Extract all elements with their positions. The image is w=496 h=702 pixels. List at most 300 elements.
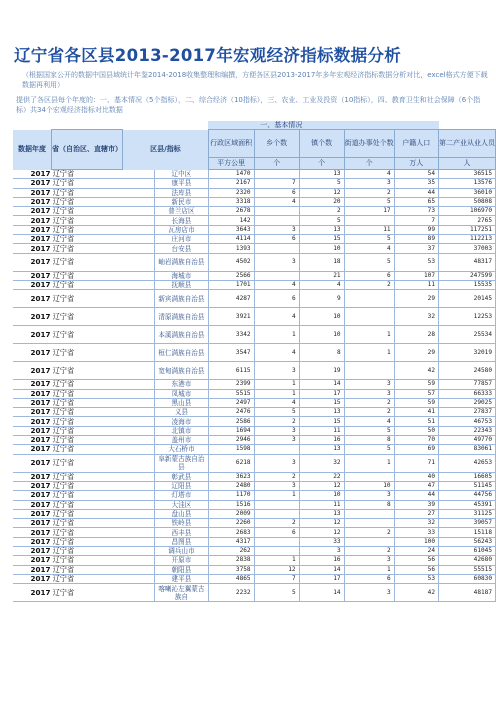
cell-households: 42: [394, 362, 438, 380]
cell-subdistricts: 8: [344, 436, 394, 445]
cell-subdistricts: 2: [344, 547, 394, 556]
cell-province: 辽宁省: [52, 445, 123, 454]
cell-towns: 10: [299, 491, 344, 500]
cell-secondary: 49770: [439, 436, 496, 445]
cell-province: 辽宁省: [52, 326, 123, 344]
cell-secondary: 15535: [439, 280, 496, 289]
cell-spacer: [123, 308, 155, 326]
cell-spacer: [123, 253, 155, 271]
cell-county: 桓仁满族自治县: [155, 344, 209, 362]
cell-county: 调兵山市: [155, 547, 209, 556]
header-area: 行政区域面积: [208, 130, 254, 158]
cell-county: 盘山县: [155, 509, 209, 518]
table-row: [13, 472, 496, 481]
cell-secondary: 29025: [439, 398, 496, 407]
cell-subdistricts: 2: [344, 408, 394, 417]
cell-households: 51: [394, 417, 438, 426]
table-row: [13, 547, 496, 556]
cell-secondary: 42680: [439, 556, 496, 565]
cell-households: 7: [394, 216, 438, 225]
cell-spacer: [123, 380, 155, 389]
cell-households: 99: [394, 225, 438, 234]
table-row: [13, 491, 496, 500]
cell-townships: [254, 500, 299, 509]
cell-area: 2497: [208, 398, 254, 407]
cell-spacer: [123, 445, 155, 454]
cell-towns: 10: [299, 244, 344, 253]
cell-spacer: [123, 436, 155, 445]
group-header-row: [13, 121, 496, 130]
cell-households: 24: [394, 547, 438, 556]
cell-secondary: 36010: [439, 188, 496, 197]
cell-year: 2017: [13, 380, 52, 389]
cell-secondary: 2765: [439, 216, 496, 225]
cell-subdistricts: 6: [344, 574, 394, 583]
cell-year: 2017: [13, 584, 52, 602]
cell-spacer: [123, 547, 155, 556]
cell-year: 2017: [13, 280, 52, 289]
table-row: [13, 179, 496, 188]
cell-households: 56: [394, 556, 438, 565]
cell-spacer: [123, 398, 155, 407]
cell-households: 89: [394, 235, 438, 244]
cell-year: 2017: [13, 537, 52, 546]
cell-county: 大洼区: [155, 500, 209, 509]
table-row: [13, 253, 496, 271]
table-row: [13, 398, 496, 407]
cell-towns: 20: [299, 197, 344, 206]
cell-towns: 3: [299, 547, 344, 556]
unit-towns: 个: [299, 158, 344, 170]
cell-year: 2017: [13, 235, 52, 244]
cell-townships: [254, 244, 299, 253]
cell-spacer: [123, 500, 155, 509]
cell-area: 5515: [208, 389, 254, 398]
table-row: [13, 584, 496, 602]
cell-townships: 4: [254, 308, 299, 326]
cell-secondary: 66333: [439, 389, 496, 398]
cell-subdistricts: 2: [344, 528, 394, 537]
table-row: [13, 481, 496, 490]
cell-spacer: [123, 235, 155, 244]
cell-subdistricts: 8: [344, 500, 394, 509]
cell-province: 辽宁省: [52, 574, 123, 583]
cell-area: 1516: [208, 500, 254, 509]
table-row: [13, 197, 496, 206]
cell-area: 2476: [208, 408, 254, 417]
cell-townships: 7: [254, 574, 299, 583]
cell-towns: 12: [299, 519, 344, 528]
table-row: [13, 454, 496, 472]
header-province: 省（自治区、直辖市）: [52, 130, 123, 170]
cell-subdistricts: 6: [344, 271, 394, 280]
cell-year: 2017: [13, 389, 52, 398]
cell-county: 建平县: [155, 574, 209, 583]
cell-townships: 1: [254, 389, 299, 398]
cell-year: 2017: [13, 308, 52, 326]
cell-province: 辽宁省: [52, 362, 123, 380]
cell-spacer: [123, 179, 155, 188]
cell-province: 辽宁省: [52, 179, 123, 188]
cell-area: 3921: [208, 308, 254, 326]
cell-area: 2260: [208, 519, 254, 528]
table-row: [13, 235, 496, 244]
cell-subdistricts: 11: [344, 225, 394, 234]
cell-year: 2017: [13, 408, 52, 417]
cell-subdistricts: 1: [344, 326, 394, 344]
cell-households: 54: [394, 170, 438, 179]
cell-year: 2017: [13, 216, 52, 225]
cell-subdistricts: 3: [344, 584, 394, 602]
cell-households: 11: [394, 280, 438, 289]
cell-secondary: 37003: [439, 244, 496, 253]
cell-province: 辽宁省: [52, 436, 123, 445]
cell-households: 47: [394, 481, 438, 490]
cell-year: 2017: [13, 445, 52, 454]
table-row: [13, 244, 496, 253]
cell-spacer: [123, 556, 155, 565]
cell-townships: [254, 271, 299, 280]
cell-households: 39: [394, 500, 438, 509]
cell-townships: [254, 170, 299, 179]
cell-province: 辽宁省: [52, 491, 123, 500]
cell-spacer: [123, 426, 155, 435]
cell-year: 2017: [13, 565, 52, 574]
cell-households: 100: [394, 537, 438, 546]
cell-province: 辽宁省: [52, 280, 123, 289]
cell-spacer: [123, 207, 155, 216]
cell-towns: 16: [299, 436, 344, 445]
cell-year: 2017: [13, 528, 52, 537]
cell-spacer: [123, 389, 155, 398]
cell-towns: 32: [299, 454, 344, 472]
table-row: [13, 426, 496, 435]
cell-secondary: 247599: [439, 271, 496, 280]
cell-county: 普兰店区: [155, 207, 209, 216]
cell-townships: 4: [254, 398, 299, 407]
cell-subdistricts: 1: [344, 565, 394, 574]
cell-towns: 9: [299, 290, 344, 308]
cell-county: 灯塔市: [155, 491, 209, 500]
cell-towns: 33: [299, 537, 344, 546]
cell-subdistricts: 2: [344, 280, 394, 289]
cell-subdistricts: [344, 216, 394, 225]
cell-households: 59: [394, 398, 438, 407]
cell-year: 2017: [13, 519, 52, 528]
cell-townships: 5: [254, 584, 299, 602]
cell-households: 56: [394, 565, 438, 574]
cell-secondary: 46753: [439, 417, 496, 426]
cell-households: 29: [394, 344, 438, 362]
cell-subdistricts: 2: [344, 398, 394, 407]
cell-secondary: 36515: [439, 170, 496, 179]
table-row: [13, 528, 496, 537]
cell-spacer: [123, 280, 155, 289]
cell-area: 1470: [208, 170, 254, 179]
cell-towns: 15: [299, 417, 344, 426]
cell-secondary: 31125: [439, 509, 496, 518]
cell-area: 2399: [208, 380, 254, 389]
cell-county: 康平县: [155, 179, 209, 188]
cell-subdistricts: 5: [344, 426, 394, 435]
cell-area: 3342: [208, 326, 254, 344]
cell-area: 1701: [208, 280, 254, 289]
cell-towns: 22: [299, 472, 344, 481]
cell-province: 辽宁省: [52, 472, 123, 481]
cell-towns: 13: [299, 225, 344, 234]
cell-towns: 15: [299, 398, 344, 407]
cell-townships: 4: [254, 197, 299, 206]
cell-area: 2838: [208, 556, 254, 565]
cell-townships: 3: [254, 225, 299, 234]
cell-towns: 10: [299, 308, 344, 326]
cell-year: 2017: [13, 326, 52, 344]
cell-county: 昌图县: [155, 537, 209, 546]
cell-secondary: 42653: [439, 454, 496, 472]
cell-province: 辽宁省: [52, 481, 123, 490]
cell-spacer: [123, 408, 155, 417]
cell-households: 69: [394, 445, 438, 454]
cell-households: 32: [394, 308, 438, 326]
cell-province: 辽宁省: [52, 519, 123, 528]
cell-secondary: 50808: [439, 197, 496, 206]
cell-spacer: [123, 188, 155, 197]
data-table: [13, 121, 496, 602]
cell-year: 2017: [13, 188, 52, 197]
cell-province: 辽宁省: [52, 408, 123, 417]
cell-province: 辽宁省: [52, 556, 123, 565]
cell-secondary: 55515: [439, 565, 496, 574]
cell-county: 瓦房店市: [155, 225, 209, 234]
header-towns: 镇个数: [299, 130, 344, 158]
cell-year: 2017: [13, 491, 52, 500]
cell-year: 2017: [13, 225, 52, 234]
cell-secondary: 51145: [439, 481, 496, 490]
cell-year: 2017: [13, 362, 52, 380]
cell-spacer: [123, 528, 155, 537]
table-row: [13, 436, 496, 445]
cell-towns: 13: [299, 170, 344, 179]
cell-area: 2009: [208, 509, 254, 518]
cell-towns: 17: [299, 389, 344, 398]
cell-towns: 13: [299, 509, 344, 518]
cell-county: 喀喇沁左翼蒙古族自: [155, 584, 209, 602]
header-year: 数据年度: [13, 130, 52, 170]
cell-county: 海城市: [155, 271, 209, 280]
header-county: 区县/指标: [123, 130, 209, 170]
table-row: [13, 509, 496, 518]
cell-townships: [254, 445, 299, 454]
table-row: [13, 271, 496, 280]
cell-townships: 5: [254, 408, 299, 417]
page-subtitle: （根据国家公开的数据中国县域统计年鉴2014-2018收集整理和编撰，方便各区县2013-2017年多年宏观经济指标数据分析对比，excel格式方便下载数据再利用）: [22, 71, 488, 89]
cell-area: 2232: [208, 584, 254, 602]
cell-area: 4317: [208, 537, 254, 546]
cell-secondary: 48187: [439, 584, 496, 602]
header-subdistricts: 街道办事处个数: [344, 130, 394, 158]
cell-subdistricts: [344, 472, 394, 481]
cell-county: 岫岩满族自治县: [155, 253, 209, 271]
cell-subdistricts: 1: [344, 454, 394, 472]
cell-secondary: 48317: [439, 253, 496, 271]
cell-households: 65: [394, 197, 438, 206]
table-row: [13, 170, 496, 179]
cell-subdistricts: [344, 308, 394, 326]
cell-province: 辽宁省: [52, 528, 123, 537]
cell-county: 台安县: [155, 244, 209, 253]
cell-spacer: [123, 244, 155, 253]
cell-subdistricts: 3: [344, 380, 394, 389]
cell-province: 辽宁省: [52, 454, 123, 472]
cell-townships: 3: [254, 253, 299, 271]
cell-townships: 3: [254, 426, 299, 435]
cell-province: 辽宁省: [52, 500, 123, 509]
table-row: [13, 565, 496, 574]
cell-households: 35: [394, 179, 438, 188]
group-header-basic: 一、基本情况: [208, 121, 438, 130]
header-row: [13, 130, 496, 158]
table-row: [13, 380, 496, 389]
cell-area: 2167: [208, 179, 254, 188]
cell-towns: 12: [299, 481, 344, 490]
cell-subdistricts: 5: [344, 235, 394, 244]
cell-secondary: 112213: [439, 235, 496, 244]
cell-subdistricts: 1: [344, 344, 394, 362]
cell-households: 44: [394, 491, 438, 500]
cell-households: 28: [394, 326, 438, 344]
cell-county: 凌海市: [155, 417, 209, 426]
cell-province: 辽宁省: [52, 207, 123, 216]
cell-province: 辽宁省: [52, 565, 123, 574]
cell-county: 长海县: [155, 216, 209, 225]
table-row: [13, 500, 496, 509]
cell-province: 辽宁省: [52, 537, 123, 546]
cell-townships: 1: [254, 556, 299, 565]
cell-spacer: [123, 225, 155, 234]
cell-area: 2480: [208, 481, 254, 490]
table-row: [13, 280, 496, 289]
cell-county: 新民市: [155, 197, 209, 206]
cell-subdistricts: 5: [344, 253, 394, 271]
cell-secondary: 106970: [439, 207, 496, 216]
cell-subdistricts: 3: [344, 556, 394, 565]
cell-spacer: [123, 537, 155, 546]
cell-subdistricts: [344, 519, 394, 528]
table-row: [13, 408, 496, 417]
cell-townships: [254, 216, 299, 225]
cell-subdistricts: [344, 362, 394, 380]
cell-towns: 14: [299, 584, 344, 602]
cell-area: 6115: [208, 362, 254, 380]
cell-secondary: 15118: [439, 528, 496, 537]
cell-towns: 13: [299, 445, 344, 454]
cell-secondary: 16605: [439, 472, 496, 481]
cell-county: 清原满族自治县: [155, 308, 209, 326]
table-row: [13, 308, 496, 326]
cell-county: 开原市: [155, 556, 209, 565]
cell-townships: 1: [254, 326, 299, 344]
table-row: [13, 344, 496, 362]
cell-towns: 13: [299, 408, 344, 417]
cell-county: 辽中区: [155, 170, 209, 179]
cell-secondary: 25534: [439, 326, 496, 344]
cell-province: 辽宁省: [52, 170, 123, 179]
cell-secondary: 44756: [439, 491, 496, 500]
cell-county: 法库县: [155, 188, 209, 197]
cell-area: 3758: [208, 565, 254, 574]
cell-households: 71: [394, 454, 438, 472]
cell-towns: 15: [299, 235, 344, 244]
cell-towns: 5: [299, 216, 344, 225]
cell-province: 辽宁省: [52, 398, 123, 407]
cell-county: 盖州市: [155, 436, 209, 445]
cell-year: 2017: [13, 500, 52, 509]
cell-area: 3643: [208, 225, 254, 234]
cell-area: 2678: [208, 207, 254, 216]
cell-towns: 12: [299, 188, 344, 197]
header-households: 户籍人口: [394, 130, 438, 158]
cell-subdistricts: [344, 509, 394, 518]
cell-area: 2566: [208, 271, 254, 280]
cell-towns: 14: [299, 380, 344, 389]
cell-county: 凤城市: [155, 389, 209, 398]
cell-subdistricts: 5: [344, 445, 394, 454]
cell-area: 3547: [208, 344, 254, 362]
cell-subdistricts: 2: [344, 188, 394, 197]
cell-area: 2320: [208, 188, 254, 197]
cell-province: 辽宁省: [52, 308, 123, 326]
cell-spacer: [123, 454, 155, 472]
cell-townships: 12: [254, 565, 299, 574]
cell-year: 2017: [13, 556, 52, 565]
cell-year: 2017: [13, 179, 52, 188]
cell-province: 辽宁省: [52, 271, 123, 280]
cell-spacer: [123, 574, 155, 583]
cell-area: 4114: [208, 235, 254, 244]
cell-towns: 4: [299, 280, 344, 289]
cell-subdistricts: 4: [344, 417, 394, 426]
cell-province: 辽宁省: [52, 380, 123, 389]
cell-spacer: [123, 326, 155, 344]
cell-secondary: 12253: [439, 308, 496, 326]
cell-area: 1393: [208, 244, 254, 253]
cell-area: 2586: [208, 417, 254, 426]
cell-subdistricts: [344, 290, 394, 308]
cell-townships: 3: [254, 481, 299, 490]
cell-subdistricts: 10: [344, 481, 394, 490]
cell-area: 2683: [208, 528, 254, 537]
cell-county: 大石桥市: [155, 445, 209, 454]
cell-townships: 1: [254, 491, 299, 500]
cell-province: 辽宁省: [52, 290, 123, 308]
cell-townships: 4: [254, 344, 299, 362]
cell-households: 53: [394, 253, 438, 271]
cell-townships: [254, 509, 299, 518]
cell-county: 义县: [155, 408, 209, 417]
cell-province: 辽宁省: [52, 426, 123, 435]
cell-province: 辽宁省: [52, 244, 123, 253]
cell-county: 铁岭县: [155, 519, 209, 528]
cell-townships: 6: [254, 235, 299, 244]
header-townships: 乡个数: [254, 130, 299, 158]
table-row: [13, 207, 496, 216]
page-intro: 提供了各区县每个年度的：一、基本情况（5个指标），二、综合经济（10指标），三、农业、工业及投资（10指标），四、教育卫生和社会保障（6个指标）共34个宏观经济指标对比数据: [16, 96, 481, 114]
cell-subdistricts: 3: [344, 491, 394, 500]
cell-province: 辽宁省: [52, 417, 123, 426]
cell-towns: 21: [299, 271, 344, 280]
page-title: 辽宁省各区县2013-2017年宏观经济指标数据分析: [14, 46, 401, 65]
cell-townships: 4: [254, 280, 299, 289]
